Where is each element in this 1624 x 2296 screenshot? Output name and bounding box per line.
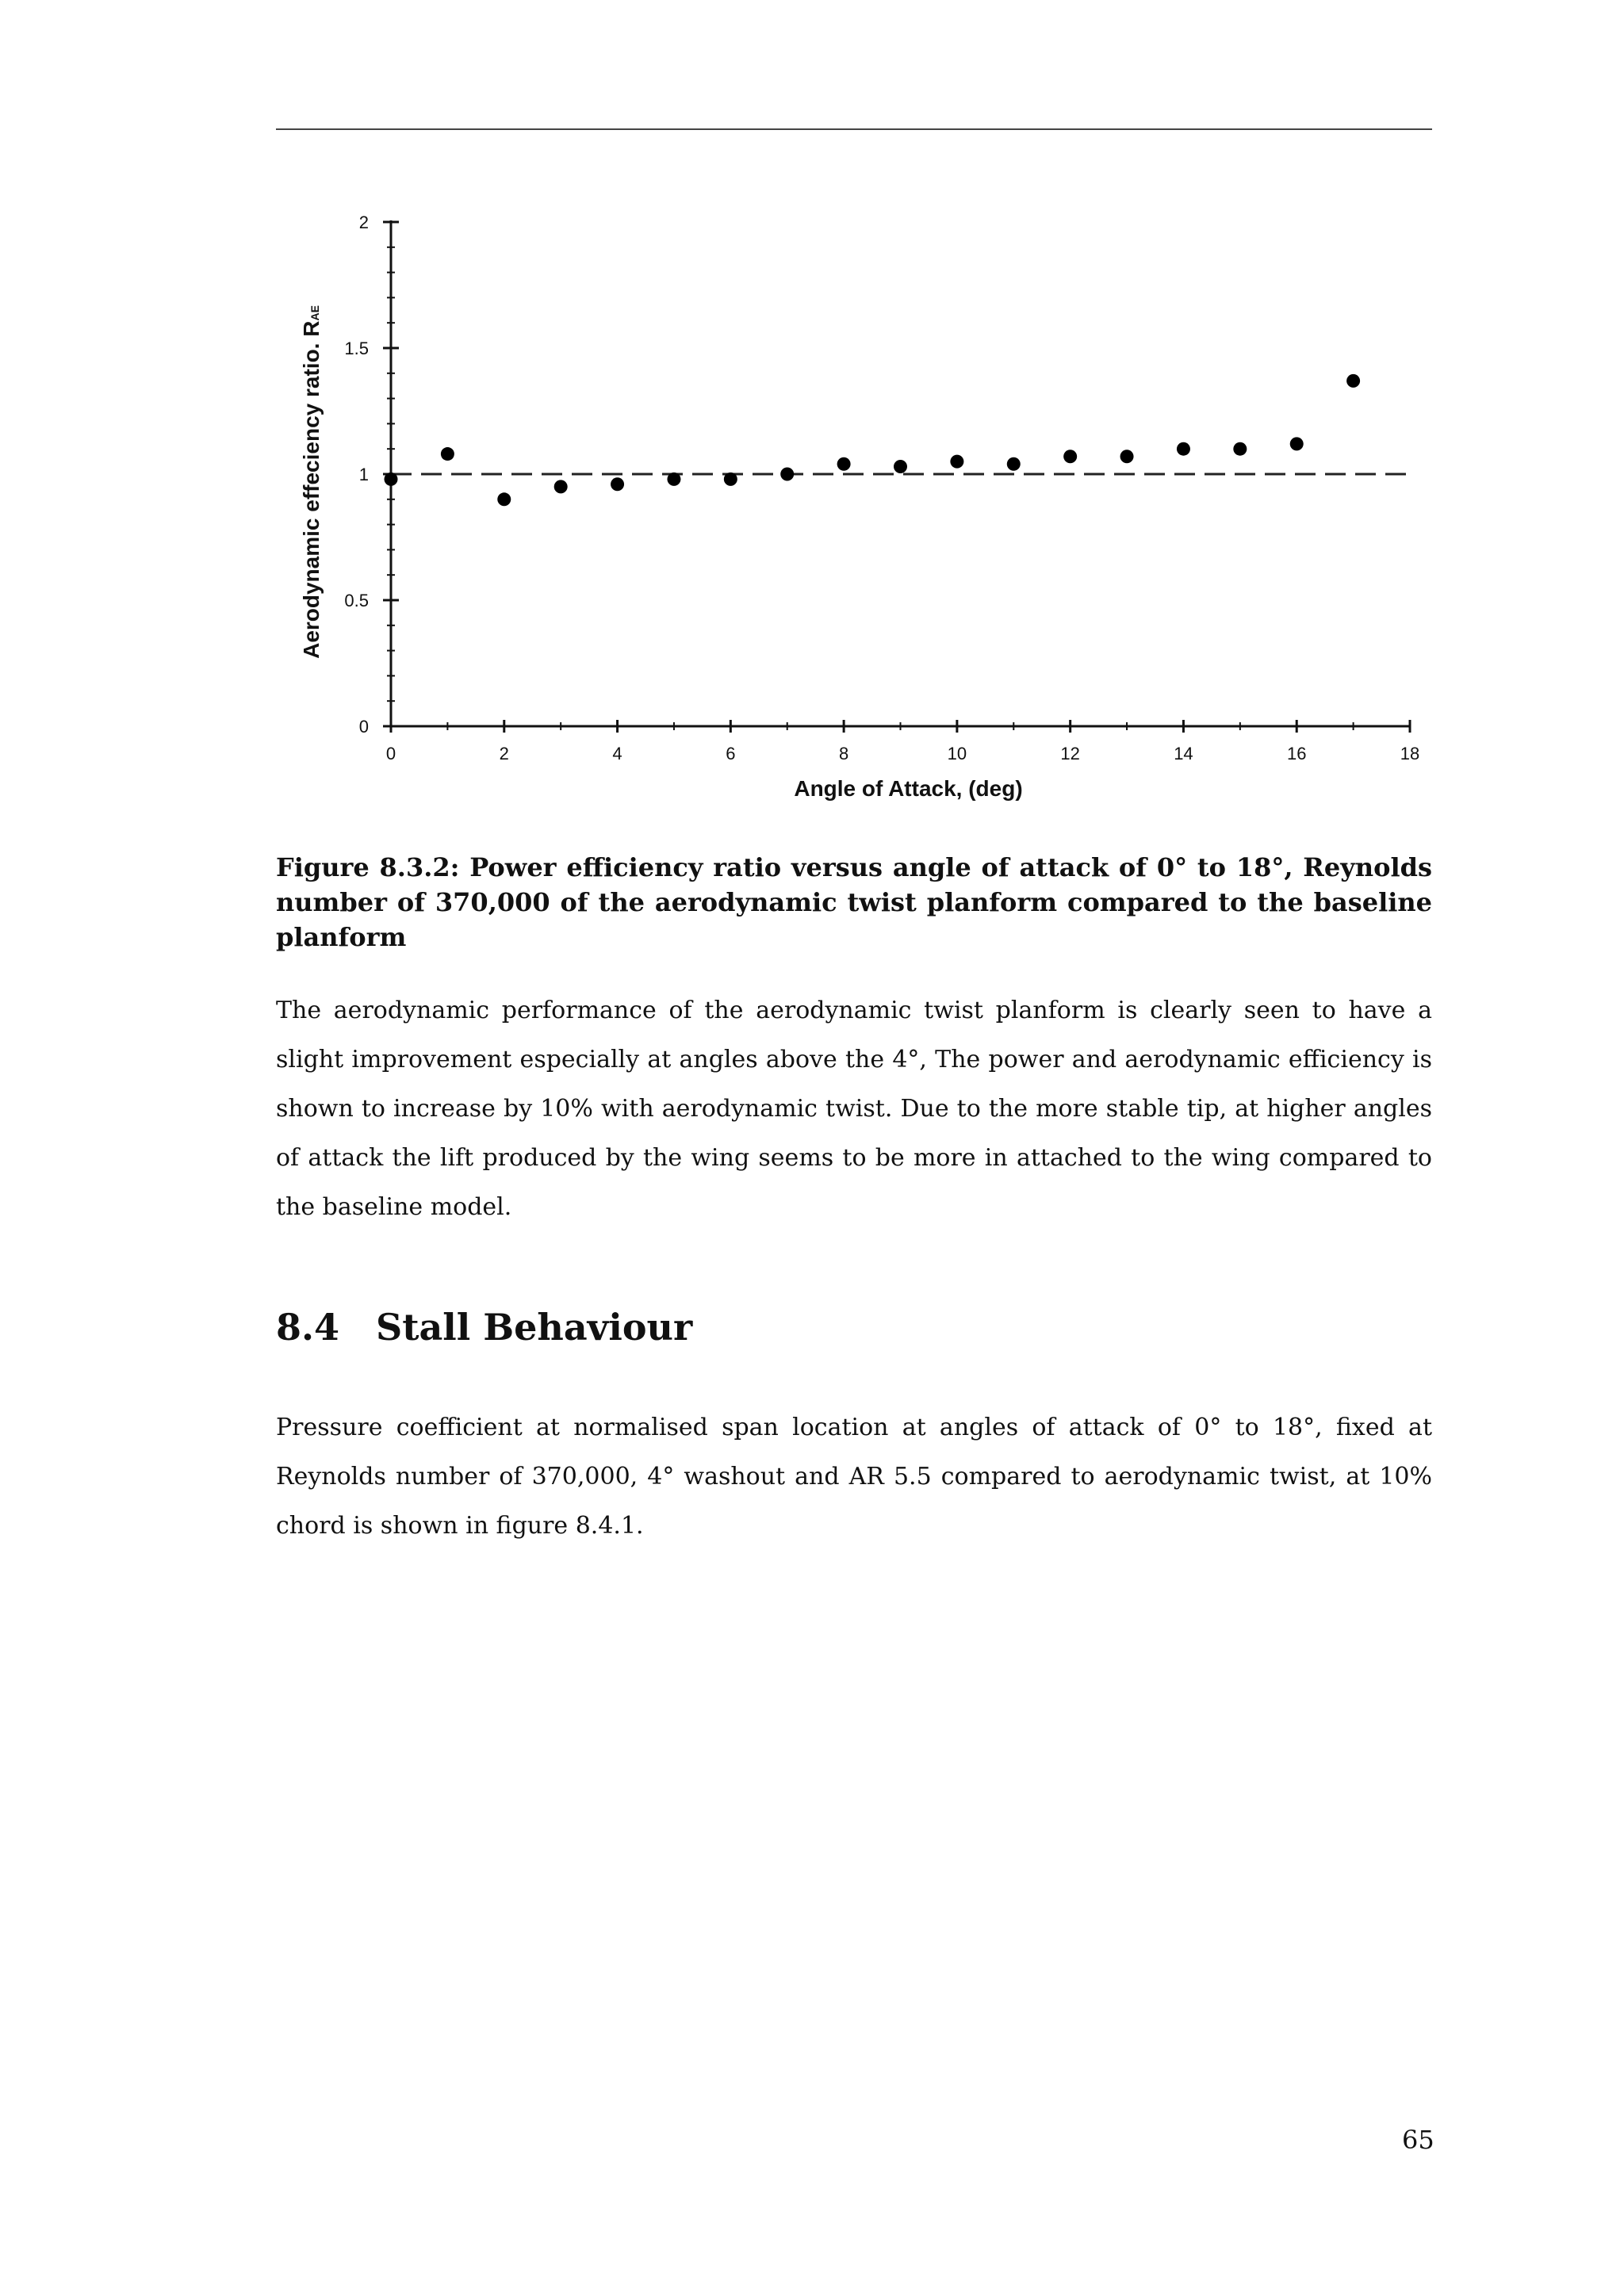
section-heading <box>276 1303 692 1351</box>
x-tick-label: 16 <box>1286 744 1307 763</box>
data-point <box>1063 450 1077 463</box>
y-tick-label: 1.5 <box>344 339 369 358</box>
data-point <box>780 468 794 481</box>
y-tick-label: 0.5 <box>344 591 369 610</box>
page-number: 65 <box>1402 2125 1434 2155</box>
x-tick-label: 0 <box>385 744 396 763</box>
x-tick-label: 8 <box>838 744 849 763</box>
x-tick-label: 10 <box>947 744 967 763</box>
data-point <box>1177 442 1190 456</box>
data-point <box>950 455 963 469</box>
data-point <box>837 457 851 471</box>
efficiency-ratio-scatter-chart <box>299 197 1420 815</box>
y-tick-label: 2 <box>358 212 369 232</box>
y-axis-label-subscript: AE <box>308 305 321 321</box>
section-number: 8.4 <box>276 1306 340 1349</box>
y-axis-label: Aerodynamic effeciency ratio. RAE <box>299 305 324 659</box>
x-tick-label: 4 <box>612 744 622 763</box>
body-paragraph-2: Pressure coefficient at normalised span location at angles of attack of 0° to 18°, fixed at Reynolds number of 370,000, 4° washout and AR 5.5 compared to aerodynamic twist, at 10% chord is shown in figure 8.4.1. <box>276 1414 1432 1540</box>
y-tick-label: 1 <box>358 465 369 484</box>
data-point <box>1346 374 1360 388</box>
data-point <box>1290 437 1304 450</box>
data-point <box>724 473 737 486</box>
section-title: Stall Behaviour <box>376 1306 693 1349</box>
data-point <box>385 473 398 486</box>
data-point <box>1233 442 1247 456</box>
data-point <box>441 447 454 461</box>
x-tick-label: 18 <box>1400 744 1420 763</box>
x-tick-label: 6 <box>726 744 736 763</box>
body-paragraph-1: The aerodynamic performance of the aerodynamic twist planform is clearly seen to have a slight improvement especially at angles above the 4°, The power and aerodynamic efficiency is shown to increase by 10% with aerodynamic twist. Due to the more stable tip, at higher angles of attack the lift produced by the wing seems to be more in attached to the wing compared to the baseline model. <box>276 997 1432 1221</box>
figure-caption: Figure 8.3.2: Power efficiency ratio versus angle of attack of 0° to 18°, Reynolds number of 370,000 of the aerodynamic twist planform compared to the baseline planform <box>276 852 1432 952</box>
data-point <box>554 480 568 493</box>
header-rule <box>276 128 1432 130</box>
y-tick-label: 0 <box>358 717 369 737</box>
x-tick-label: 2 <box>499 744 509 763</box>
data-point <box>1007 457 1021 471</box>
data-point <box>611 477 624 491</box>
data-point <box>894 460 907 473</box>
data-point <box>497 492 511 506</box>
data-point <box>1120 450 1134 463</box>
x-tick-label: 14 <box>1174 744 1193 763</box>
x-axis-label: Angle of Attack, (deg) <box>794 776 1023 801</box>
data-point <box>667 473 680 486</box>
x-tick-label: 12 <box>1060 744 1080 763</box>
